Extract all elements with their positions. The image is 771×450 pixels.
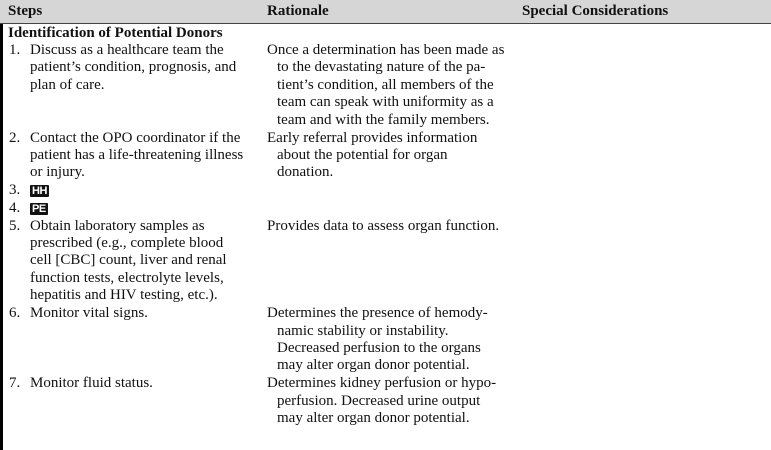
step-text-line: plan of care.: [30, 76, 105, 93]
rationale-text-line: Provides data to assess organ function.: [267, 217, 500, 234]
step-text-line: Monitor vital signs.: [30, 305, 148, 322]
step-text-line: Obtain laboratory samples as: [30, 217, 205, 234]
rationale-text-line: Decreased perfusion to the organs: [277, 340, 481, 356]
rationale-text-line: team can speak with uniformity as a: [277, 94, 494, 111]
step-text-line: patient’s condition, prognosis, and: [30, 59, 237, 76]
table-header: [0, 0, 771, 24]
step-text-line: prescribed (e.g., complete blood: [30, 235, 224, 251]
header-steps: Steps: [8, 3, 43, 19]
step-number: 2.: [9, 129, 21, 146]
step-text-line: function tests, electrolyte levels,: [30, 269, 224, 286]
step-text-line: or injury.: [30, 164, 85, 181]
header-special-considerations: Special Considerations: [522, 3, 669, 19]
step-text-line: Monitor fluid status.: [30, 375, 153, 392]
step-number: 3.: [9, 182, 21, 199]
rationale-text-line: Once a determination has been made as: [267, 42, 505, 58]
rationale-text-line: to the devastating nature of the pa-: [277, 59, 486, 76]
rationale-text-line: perfusion. Decreased urine output: [277, 392, 481, 409]
rationale-text-line: team and with the family members.: [277, 111, 490, 128]
header-rationale: Rationale: [267, 3, 329, 19]
rationale-text-line: Determines the presence of hemody-: [267, 305, 488, 322]
step-text-line: patient has a life-threatening illness: [30, 147, 244, 163]
rationale-text-line: tient’s condition, all members of the: [277, 76, 494, 93]
step-number: 6.: [9, 305, 21, 322]
left-border: [0, 0, 3, 450]
step-number: 5.: [9, 217, 21, 234]
rationale-text-line: may alter organ donor potential.: [277, 410, 470, 427]
rationale-text-line: namic stability or instability.: [277, 322, 449, 339]
rationale-text-line: Determines kidney perfusion or hypo-: [267, 375, 497, 392]
rationale-text-line: about the potential for organ: [277, 147, 448, 163]
step-text-line: cell [CBC] count, liver and renal: [30, 252, 227, 269]
rationale-text-line: may alter organ donor potential.: [277, 357, 470, 374]
step-number: 7.: [9, 375, 21, 392]
step-text-line: Discuss as a healthcare team the: [30, 42, 224, 58]
section-title: Identification of Potential Donors: [8, 25, 223, 41]
hh-icon: HH: [32, 185, 47, 198]
rationale-text-line: donation.: [277, 164, 334, 181]
step-text-line: hepatitis and HIV testing, etc.).: [30, 287, 218, 304]
pe-icon: PE: [32, 203, 46, 215]
step-number: 4.: [9, 200, 21, 216]
step-text-line: Contact the OPO coordinator if the: [30, 129, 241, 146]
step-number: 1.: [9, 42, 21, 58]
rationale-text-line: Early referral provides information: [267, 129, 478, 146]
